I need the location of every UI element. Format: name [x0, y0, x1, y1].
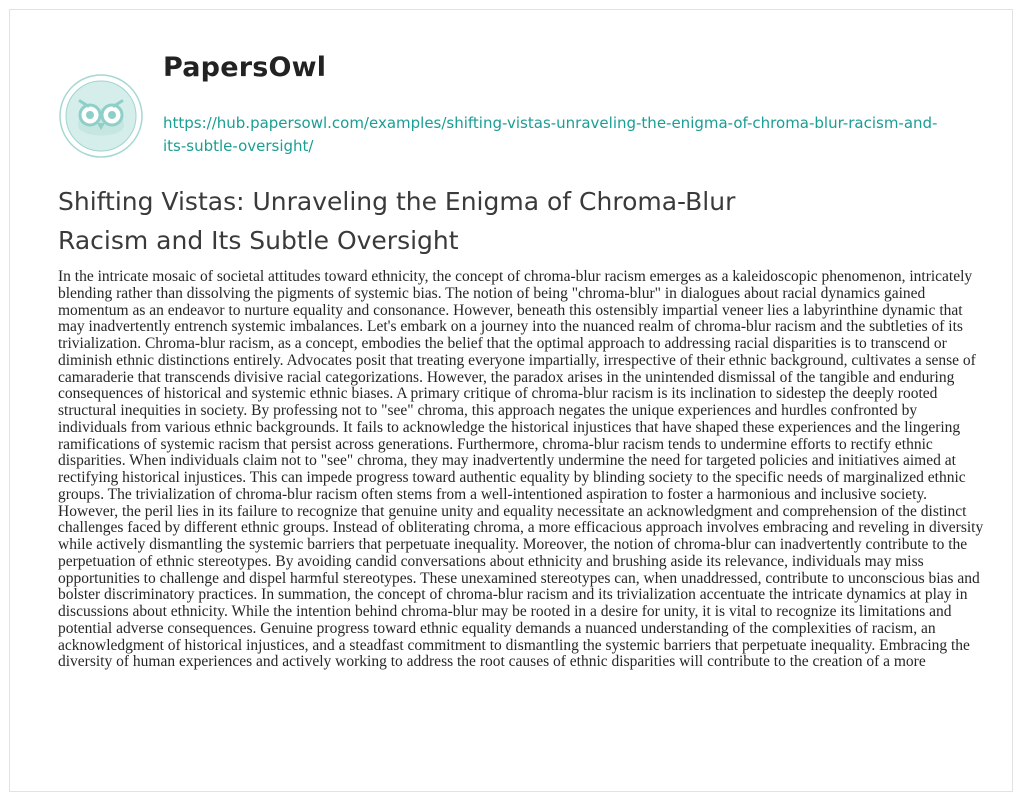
- source-url-link[interactable]: https://hub.papersowl.com/examples/shifting-vistas-unraveling-the-enigma-of-chroma-blur-racism-and-its-subtle-oversight/: [163, 114, 938, 155]
- brand-name: PapersOwl: [163, 52, 327, 83]
- article-body: In the intricate mosaic of societal attitudes toward ethnicity, the concept of chroma-blur racism emerges as a kaleidoscopic phenomenon, intricately blending rather than dissolving the pigments of systemic bias. The notion of being "chroma-blur" in dialogues about racial dynamics gained momentum as an endeavor to nurture equality and consonance. However, beneath this ostensibly impartial veneer lies a labyrinthine dynamic that may inadvertently entrench systemic imbalances. Let's embark on a journey into the nuanced realm of chroma-blur racism and the subtleties of its trivialization. Chroma-blur racism, as a concept, embodies the belief that the optimal approach to addressing racial disparities is to transcend or diminish ethnic distinctions entirely. Advocates posit that treating everyone impartially, irrespective of their ethnic background, cultivates a sense of camaraderie that transcends divisive racial categorizations. However, the paradox arises in the unintended dismissal of the tangible and enduring consequences of historical and systemic ethnic biases. A primary critique of chroma-blur racism is its inclination to sidestep the deeply rooted structural inequities in society. By professing not to "see" chroma, this approach negates the unique experiences and hurdles confronted by individuals from various ethnic backgrounds. It fails to acknowledge the historical injustices that have shaped these experiences and the lingering ramifications of systemic racism that persist across generations. Furthermore, chroma-blur racism tends to undermine efforts to rectify ethnic disparities. When individuals claim not to "see" chroma, they may inadvertently undermine the need for targeted policies and initiatives aimed at rectifying historical injustices. This can impede progress toward authentic equality by blinding society to the specific needs of marginalized ethnic groups. The trivialization of chroma-blur racism often stems from a well-intentioned aspiration to foster a harmonious and inclusive society. However, the peril lies in its failure to recognize that genuine unity and equality necessitate an acknowledgment and comprehension of the distinct challenges faced by different ethnic groups. Instead of obliterating chroma, a more efficacious approach involves embracing and reveling in diversity while actively dismantling the systemic barriers that perpetuate inequality. Moreover, the notion of chroma-blur can inadvertently contribute to the perpetuation of ethnic stereotypes. By avoiding candid conversations about ethnicity and brushing aside its relevance, individuals may miss opportunities to challenge and dispel harmful stereotypes. These unexamined stereotypes can, when unaddressed, contribute to unconscious bias and bolster discriminatory practices. In summation, the concept of chroma-blur racism and its trivialization accentuate the intricate dynamics at play in discussions about ethnicity. While the intention behind chroma-blur may be rooted in a desire for unity, it is vital to recognize its limitations and potential adverse consequences. Genuine progress toward ethnic equality demands a nuanced understanding of the complexities of racism, an acknowledgment of historical injustices, and a steadfast commitment to dismantling the systemic barriers that perpetuate inequality. Embracing the diversity of human experiences and actively working to address the root causes of ethnic disparities will contribute to the creation of a more: [58, 268, 984, 671]
- document-page: [9, 9, 1013, 792]
- owl-logo-icon: [58, 73, 144, 159]
- article-title: Shifting Vistas: Unraveling the Enigma of Chroma-Blur Racism and Its Subtle Oversight: [58, 187, 736, 255]
